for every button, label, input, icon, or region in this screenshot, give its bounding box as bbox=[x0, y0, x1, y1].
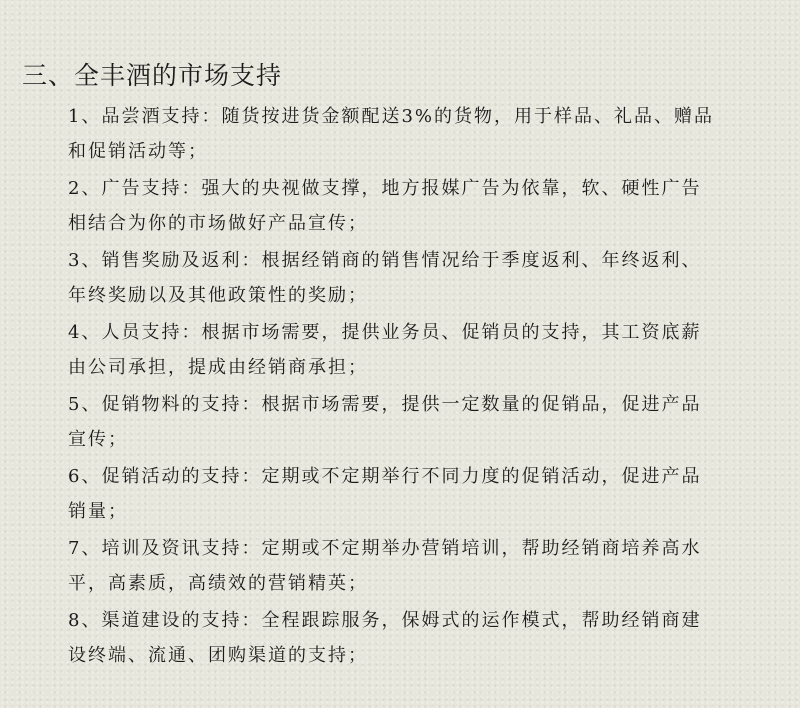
support-item-text: 3、销售奖励及返利：根据经销商的销售情况给于季度返利、年终返利、 bbox=[68, 250, 702, 271]
support-item-text: 和促销活动等； bbox=[68, 140, 208, 162]
support-item-6 bbox=[68, 460, 748, 529]
support-item-text: 8、渠道建设的支持：全程跟踪服务，保姆式的运作模式，帮助经销商建 bbox=[68, 610, 702, 631]
support-item-2 bbox=[68, 172, 748, 241]
support-list bbox=[68, 100, 748, 676]
section-title: 三、全丰酒的市场支持 bbox=[22, 61, 283, 90]
support-item-text: 相结合为你的市场做好产品宣传； bbox=[68, 212, 368, 234]
support-item-1 bbox=[68, 100, 748, 169]
support-item-text: 5、促销物料的支持：根据市场需要，提供一定数量的促销品，促进产品 bbox=[68, 394, 702, 415]
support-item-7 bbox=[68, 532, 748, 601]
support-item-text: 7、培训及资讯支持：定期或不定期举办营销培训，帮助经销商培养高水 bbox=[68, 538, 702, 559]
support-item-text: 平，高素质，高绩效的营销精英； bbox=[68, 572, 368, 594]
support-item-text: 1、品尝酒支持：随货按进货金额配送3%的货物，用于样品、礼品、赠品 bbox=[68, 106, 715, 127]
support-item-text: 设终端、流通、团购渠道的支持； bbox=[68, 644, 368, 666]
support-item-text: 2、广告支持：强大的央视做支撑，地方报媒广告为依靠，软、硬性广告 bbox=[68, 178, 702, 199]
support-item-text: 销量； bbox=[68, 500, 128, 522]
support-item-text: 由公司承担，提成由经销商承担； bbox=[68, 356, 368, 378]
support-item-text: 6、促销活动的支持：定期或不定期举行不同力度的促销活动，促进产品 bbox=[68, 466, 702, 487]
support-item-4 bbox=[68, 316, 748, 385]
support-item-5 bbox=[68, 388, 748, 457]
support-item-text: 年终奖励以及其他政策性的奖励； bbox=[68, 284, 368, 306]
support-item-3 bbox=[68, 244, 748, 313]
support-item-8 bbox=[68, 604, 748, 673]
support-item-text: 4、人员支持：根据市场需要，提供业务员、促销员的支持，其工资底薪 bbox=[68, 322, 702, 343]
support-item-text: 宣传； bbox=[68, 428, 128, 450]
